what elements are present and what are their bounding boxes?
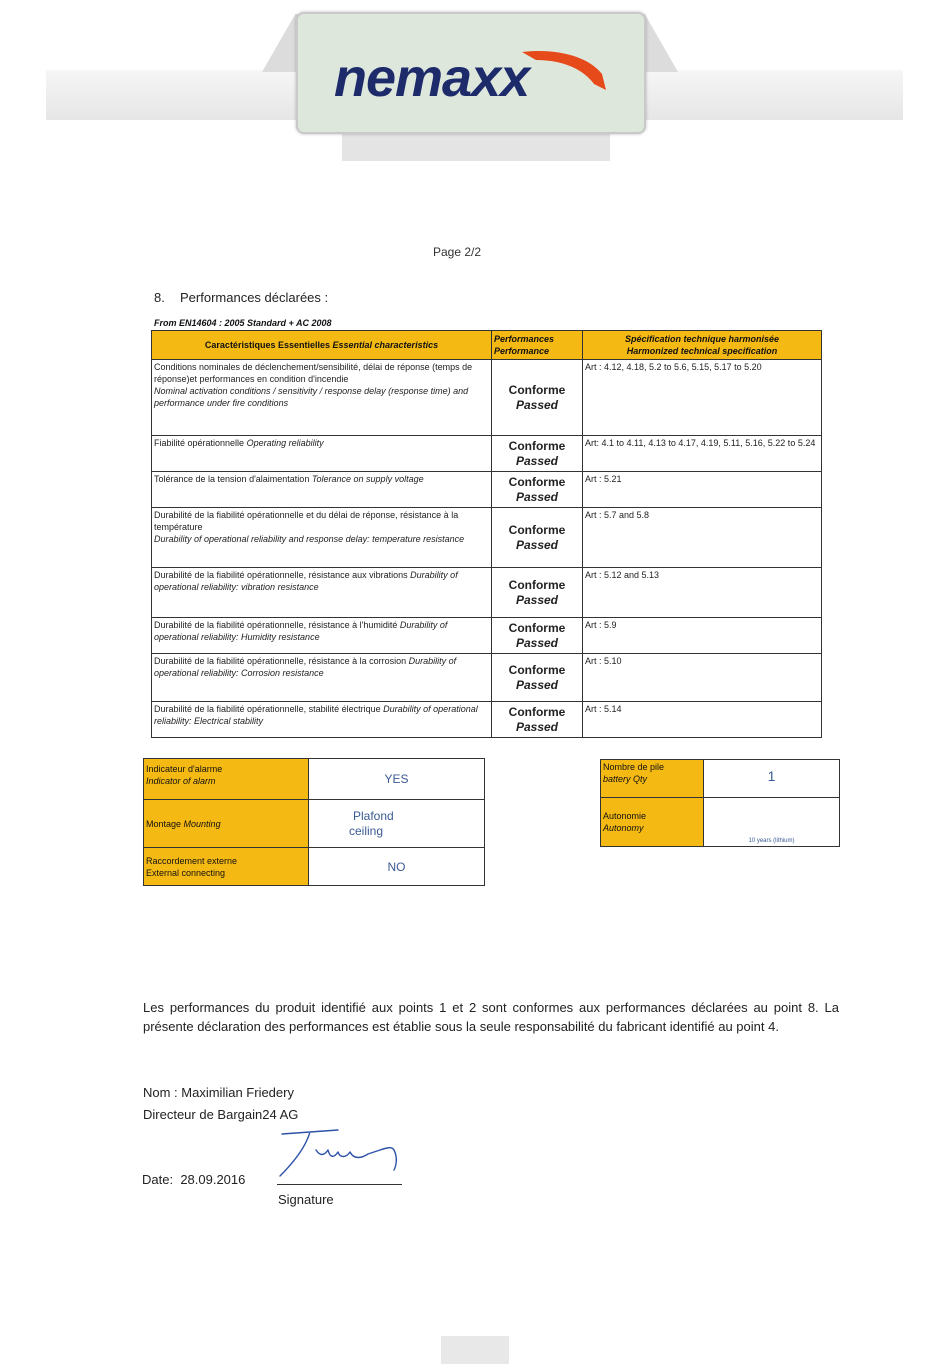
spec-cell: Art : 5.14 [583,702,822,738]
spec-cell: Art : 5.9 [583,618,822,654]
info-row-battery [601,760,840,798]
mounting-label: Montage Mounting [144,800,309,848]
table-header-row [152,331,822,360]
spec-cell: Art : 5.12 and 5.13 [583,568,822,618]
nemaxx-logo [326,44,616,114]
section-number: 8. [154,290,165,305]
handwritten-signature [276,1128,408,1184]
product-info-table [143,758,485,886]
mounting-value: Plafond ceiling [309,800,485,848]
info-row-mounting [144,800,485,848]
declaration-statement: Les performances du produit identifié aux points 1 et 2 sont conformes aux performances déclarées au point 8. La présente déclaration des performances est établie sous la seule responsabilité du fabricant identifié au point 4. [143,1000,839,1034]
table-row [152,654,822,702]
autonomy-label: Autonomie Autonomy [601,798,704,847]
characteristic-cell: Durabilité de la fiabilité opérationnelle et du délai de réponse, résistance à la température Durability of operational reliability and response delay: temperature resistance [152,508,492,568]
header-characteristics: Caractéristiques Essentielles Essential characteristics [152,331,492,360]
date-value: 28.09.2016 [180,1172,246,1187]
header-specification: Spécification technique harmonisée Harmonized technical specification [583,331,822,360]
characteristic-cell: Durabilité de la fiabilité opérationnelle, stabilité électrique Durability of operational reliability: Electrical stability [152,702,492,738]
external-connecting-label: Raccordement externe External connecting [144,848,309,886]
header-performance: Performances Performance [492,331,583,360]
performance-cell: Conforme Passed [492,702,583,738]
characteristic-cell: Durabilité de la fiabilité opérationnelle, résistance à la corrosion Durability of operational reliability: Corrosion resistance [152,654,492,702]
info-row-alarm [144,759,485,800]
signatory-title: Directeur de Bargain24 AG [143,1107,299,1122]
table-row [152,508,822,568]
performance-cell: Conforme Passed [492,436,583,472]
alarm-indicator-label: Indicateur d'alarme Indicator of alarm [144,759,309,800]
signatory-block [143,1082,298,1126]
signature-label: Signature [278,1192,334,1207]
footer-block [441,1336,509,1364]
logo-text: nemaxx [334,48,530,108]
signature-line [277,1184,402,1185]
spec-cell: Art: 4.1 to 4.11, 4.13 to 4.17, 4.19, 5.11, 5.16, 5.22 to 5.24 [583,436,822,472]
table-row [152,702,822,738]
spec-cell: Art : 4.12, 4.18, 5.2 to 5.6, 5.15, 5.17 to 5.20 [583,360,822,436]
performance-cell: Conforme Passed [492,568,583,618]
table-row [152,618,822,654]
performance-cell: Conforme Passed [492,508,583,568]
date-line: Date: 28.09.2016 [142,1172,246,1187]
performance-table [151,330,822,738]
battery-qty-label: Nombre de pile battery Qty [601,760,704,798]
characteristic-cell: Fiabilité opérationnelle Operating reliability [152,436,492,472]
info-row-autonomy [601,798,840,847]
table-row [152,436,822,472]
standard-reference: From EN14604 : 2005 Standard + AC 2008 [154,318,332,328]
section-title [154,290,328,305]
table-row [152,568,822,618]
characteristic-cell: Durabilité de la fiabilité opérationnelle, résistance aux vibrations Durability of operational reliability: vibration resistance [152,568,492,618]
signatory-name: Nom : Maximilian Friedery [143,1085,294,1100]
spec-cell: Art : 5.21 [583,472,822,508]
autonomy-value: 10 years (lithium) [704,798,840,847]
performance-cell: Conforme Passed [492,360,583,436]
alarm-indicator-value: YES [309,759,485,800]
characteristic-cell: Conditions nominales de déclenchement/sensibilité, délai de réponse (temps de réponse)et performances en condition d'incendie Nominal activation conditions / sensitivity / response delay (response time) and performance under fire conditions [152,360,492,436]
performance-cell: Conforme Passed [492,472,583,508]
characteristic-cell: Tolérance de la tension d'alaimentation Tolerance on supply voltage [152,472,492,508]
battery-info-table [600,759,840,847]
section-title-text: Performances déclarées : [180,290,329,305]
info-row-external [144,848,485,886]
characteristic-cell: Durabilité de la fiabilité opérationnelle, résistance à l'humidité Durability of operational reliability: Humidity resistance [152,618,492,654]
external-connecting-value: NO [309,848,485,886]
table-row [152,360,822,436]
spec-cell: Art : 5.7 and 5.8 [583,508,822,568]
table-row [152,472,822,508]
battery-qty-value: 1 [704,760,840,798]
performance-cell: Conforme Passed [492,618,583,654]
page-number: Page 2/2 [432,245,482,259]
performance-cell: Conforme Passed [492,654,583,702]
spec-cell: Art : 5.10 [583,654,822,702]
